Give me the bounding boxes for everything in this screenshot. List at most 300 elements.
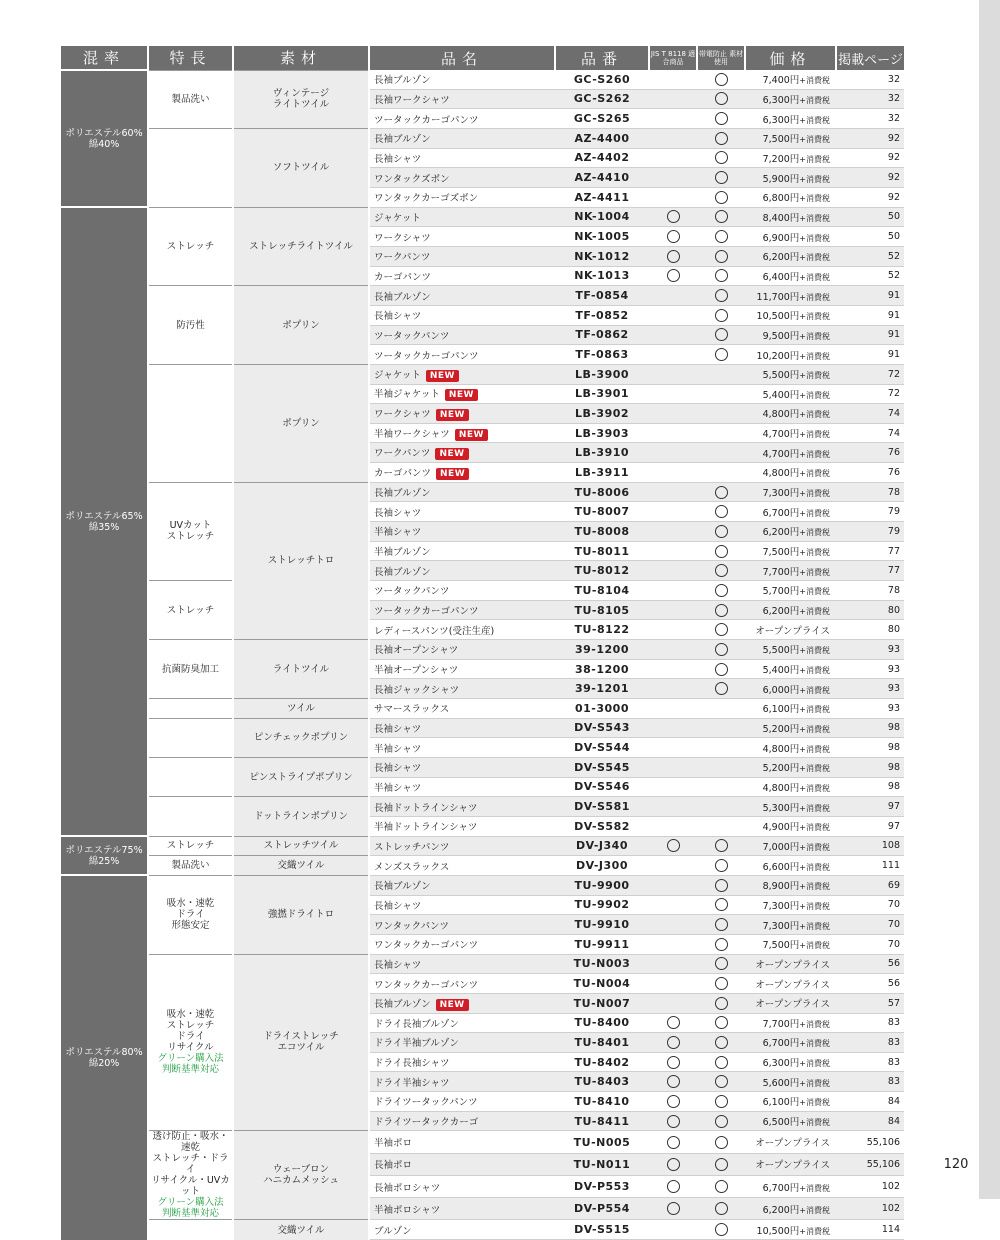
jis-cell [649,266,697,286]
product-name [369,522,555,542]
feature-text: UVカット ストレッチ [166,520,215,543]
product-code: TU-8401 [555,1033,649,1053]
table-row [61,286,904,306]
price-value: オープンプライス [755,999,830,1011]
catalog-page: 83 [836,1072,904,1092]
table-header [61,46,904,70]
catalog-page: 70 [836,915,904,935]
product-name-text: ドライ半袖ブルゾン [374,1038,459,1050]
circle-mark-icon [715,269,728,282]
product-name-text: ジャケット [374,369,421,381]
product-name-text: 長袖ドットラインシャツ [374,802,478,814]
tax-suffix: +消費税 [799,174,830,184]
jis-cell [649,738,697,758]
product-code: GC-S265 [555,109,649,129]
feature-cell [148,364,233,482]
product-code: 01-3000 [555,699,649,719]
table-row [61,207,904,227]
antistatic-cell [697,581,745,601]
product-name [369,915,555,935]
product-name [369,541,555,561]
product-code: DV-S543 [555,718,649,738]
catalog-page: 93 [836,659,904,679]
product-code: TF-0863 [555,345,649,365]
catalog-page: 52 [836,266,904,286]
jis-cell [649,1220,697,1240]
circle-mark-icon [715,1036,728,1049]
price-cell [745,797,836,817]
price-value: 6,700円 [762,1038,800,1050]
catalog-page: 74 [836,404,904,424]
product-name-text: ツータックパンツ [374,586,450,598]
product-name [369,227,555,247]
price-cell [745,993,836,1013]
product-name [369,70,555,89]
price-value: 6,300円 [762,114,800,126]
price-cell [745,718,836,738]
feature-text: 防汚性 [176,319,205,331]
circle-mark-icon [715,73,728,86]
circle-mark-icon [667,1136,680,1149]
tax-suffix: +消費税 [799,567,830,577]
product-code: LB-3911 [555,463,649,483]
catalog-page: 108 [836,836,904,856]
product-code: DV-J300 [555,856,649,876]
antistatic-cell [697,1198,745,1220]
catalog-page: 92 [836,148,904,168]
tax-suffix: +消費税 [799,371,830,381]
circle-mark-icon [715,957,728,970]
price-value: 7,500円 [762,547,800,559]
circle-mark-icon [715,486,728,499]
product-name [369,148,555,168]
product-name-text: ワンタックカーゴパンツ [374,940,479,952]
product-name [369,581,555,601]
price-cell [745,1198,836,1220]
tax-suffix: +消費税 [799,1183,830,1193]
price-value: 4,800円 [762,782,800,794]
product-name-text: 半袖ワークシャツ [374,428,450,440]
product-name-text: ドライツータックカーゴ [374,1117,479,1129]
table-row [61,581,904,601]
circle-mark-icon [667,1056,680,1069]
price-cell [745,423,836,443]
price-cell [745,581,836,601]
product-code: TU-8007 [555,502,649,522]
price-value: 8,400円 [762,212,800,224]
antistatic-cell [697,954,745,974]
price-value: 6,100円 [762,704,800,716]
antistatic-cell [697,404,745,424]
product-name [369,1175,555,1197]
catalog-page: 102 [836,1175,904,1197]
material-cell: ストレッチトロ [233,482,369,639]
product-name [369,954,555,974]
material-cell: 強撚ドライトロ [233,875,369,954]
antistatic-cell [697,128,745,148]
product-name-text: ワークパンツ [374,448,431,460]
new-badge: NEW [436,409,469,421]
antistatic-cell [697,266,745,286]
tax-suffix: +消費税 [799,607,830,617]
circle-mark-icon [715,132,728,145]
product-name-text: 半袖ポロシャツ [374,1204,441,1216]
tax-suffix: +消費税 [799,508,830,518]
circle-mark-icon [667,269,680,282]
product-code: 39-1200 [555,640,649,660]
price-value: 5,200円 [762,763,800,775]
antistatic-cell [697,757,745,777]
table-row [61,875,904,895]
feature-cell [148,836,233,856]
product-name-text: サマースラックス [374,704,450,716]
catalog-page: 114 [836,1220,904,1240]
product-code: TU-8122 [555,620,649,640]
circle-mark-icon [715,505,728,518]
circle-mark-icon [715,938,728,951]
catalog-page: 74 [836,423,904,443]
tax-suffix: +消費税 [799,842,830,852]
header-blend: 混率 [61,46,148,70]
catalog-page: 56 [836,954,904,974]
antistatic-cell [697,541,745,561]
product-name-text: 長袖ワークシャツ [374,94,450,106]
feature-text: ストレッチ [166,604,215,616]
circle-mark-icon [715,859,728,872]
price-cell [745,443,836,463]
product-name-text: 半袖ジャケット [374,389,440,401]
jis-cell [649,836,697,856]
price-cell [745,1013,836,1033]
product-name-text: 長袖シャツ [374,311,422,323]
antistatic-cell [697,620,745,640]
product-code: TF-0852 [555,305,649,325]
material-cell: ソフトツイル [233,128,369,207]
product-code: GC-S260 [555,70,649,89]
price-cell [745,109,836,129]
product-name [369,836,555,856]
price-cell [745,325,836,345]
product-name [369,640,555,660]
product-code: DV-S544 [555,738,649,758]
catalog-page: 98 [836,777,904,797]
price-cell [745,915,836,935]
product-name [369,993,555,1013]
antistatic-cell [697,89,745,109]
product-name-text: ツータックカーゴパンツ [374,350,479,362]
price-cell [745,816,836,836]
price-cell [745,738,836,758]
product-code: TU-8410 [555,1092,649,1112]
jis-cell [649,404,697,424]
circle-mark-icon [667,1202,680,1215]
material-cell: ポプリン [233,286,369,365]
product-name [369,404,555,424]
circle-mark-icon [715,1075,728,1088]
tax-suffix: +消費税 [799,1118,830,1128]
jis-cell [649,286,697,306]
catalog-page: 69 [836,875,904,895]
product-name-text: 長袖ブルゾン [374,881,431,893]
price-value: 7,700円 [762,566,800,578]
jis-cell [649,305,697,325]
table-row [61,836,904,856]
tax-suffix: +消費税 [799,489,830,499]
jis-cell [649,934,697,954]
green-purchase-note: グリーン購入法 判断基準対応 [157,1197,224,1220]
product-name [369,128,555,148]
antistatic-cell [697,797,745,817]
tax-suffix: +消費税 [799,390,830,400]
antistatic-cell [697,738,745,758]
product-code: TU-8012 [555,561,649,581]
circle-mark-icon [715,977,728,990]
product-code: LB-3902 [555,404,649,424]
catalog-page: 32 [836,109,904,129]
antistatic-cell [697,600,745,620]
price-value: 5,500円 [762,645,800,657]
product-name [369,895,555,915]
product-name-text: 長袖シャツ [374,153,422,165]
circle-mark-icon [715,1223,728,1236]
product-name [369,856,555,876]
price-value: 7,300円 [762,488,800,500]
feature-text: ストレッチ [166,840,215,852]
price-value: 8,900円 [762,881,800,893]
antistatic-cell [697,109,745,129]
product-name [369,266,555,286]
antistatic-cell [697,345,745,365]
price-value: オープンプライス [755,959,830,971]
product-name [369,974,555,994]
jis-cell [649,777,697,797]
jis-cell [649,443,697,463]
product-name [369,246,555,266]
price-value: 6,100円 [762,1097,800,1109]
table-row [61,1220,904,1240]
circle-mark-icon [715,1095,728,1108]
tax-suffix: +消費税 [799,351,830,361]
jis-cell [649,345,697,365]
feature-text: ストレッチ [166,240,215,252]
tax-suffix: +消費税 [799,135,830,145]
new-badge: NEW [436,999,469,1011]
circle-mark-icon [667,210,680,223]
product-code: TU-8006 [555,482,649,502]
tax-suffix: +消費税 [799,803,830,813]
tax-suffix: +消費税 [799,724,830,734]
header-name: 品名 [369,46,555,70]
product-name-text: ワークパンツ [374,252,431,264]
product-code: TU-8400 [555,1013,649,1033]
header-jis: JIS T 8118 適合商品 [649,46,697,70]
product-name [369,757,555,777]
product-name [369,384,555,404]
product-code: TU-8403 [555,1072,649,1092]
product-code: LB-3900 [555,364,649,384]
product-name-text: レディースパンツ(受注生産) [374,625,495,637]
price-value: 4,800円 [762,409,800,421]
product-code: AZ-4402 [555,148,649,168]
product-name-text: 長袖ブルゾン [374,488,431,500]
price-cell [745,286,836,306]
price-value: 5,600円 [762,1077,800,1089]
catalog-page: 98 [836,738,904,758]
price-cell [745,954,836,974]
price-value: 6,600円 [762,861,800,873]
price-value: 11,700円 [756,291,800,303]
price-value: 6,300円 [762,1058,800,1070]
jis-cell [649,1013,697,1033]
tax-suffix: +消費税 [799,548,830,558]
jis-cell [649,482,697,502]
price-value: 5,400円 [762,665,800,677]
price-value: 7,400円 [762,75,800,87]
price-cell [745,207,836,227]
product-code: TU-8008 [555,522,649,542]
price-cell [745,266,836,286]
price-cell [745,1033,836,1053]
product-name-text: ブルゾン [374,1225,412,1237]
product-name [369,89,555,109]
price-value: 5,900円 [762,173,800,185]
price-cell [745,187,836,207]
price-cell [745,1153,836,1175]
tax-suffix: +消費税 [799,449,830,459]
feature-cell [148,70,233,128]
product-code: TU-9910 [555,915,649,935]
tax-suffix: +消費税 [799,76,830,86]
product-name-text: カーゴパンツ [374,271,432,283]
circle-mark-icon [715,1180,728,1193]
product-name-text: ジャケット [374,212,421,224]
jis-cell [649,797,697,817]
material-cell: ヴィンテージ ライトツイル [233,70,369,128]
price-cell [745,246,836,266]
product-name-text: ワンタックズボン [374,173,450,185]
price-value: 6,200円 [762,606,800,618]
catalog-page: 93 [836,679,904,699]
price-cell [745,699,836,719]
catalog-page: 80 [836,620,904,640]
product-code: TU-N004 [555,974,649,994]
antistatic-cell [697,816,745,836]
catalog-page: 50 [836,207,904,227]
catalog-page: 72 [836,364,904,384]
jis-cell [649,423,697,443]
product-code: NK-1012 [555,246,649,266]
catalog-page: 70 [836,895,904,915]
price-cell [745,1175,836,1197]
product-name [369,699,555,719]
price-value: 6,500円 [762,1117,800,1129]
jis-cell [649,895,697,915]
material-cell: ドットラインポプリン [233,797,369,836]
jis-cell [649,227,697,247]
price-value: 6,000円 [762,684,800,696]
product-name-text: 長袖ブルゾン [374,998,431,1010]
catalog-page: 91 [836,305,904,325]
price-cell [745,600,836,620]
circle-mark-icon [715,250,728,263]
antistatic-cell [697,286,745,306]
antistatic-cell [697,659,745,679]
jis-cell [649,875,697,895]
catalog-page: 70 [836,934,904,954]
product-name [369,1153,555,1175]
antistatic-cell [697,1175,745,1197]
product-name [369,777,555,797]
price-value: 4,700円 [762,448,800,460]
antistatic-cell [697,699,745,719]
product-code: AZ-4400 [555,128,649,148]
tax-suffix: +消費税 [799,823,830,833]
jis-cell [649,364,697,384]
product-name-text: 長袖シャツ [374,507,422,519]
price-cell [745,1052,836,1072]
product-code: GC-S262 [555,89,649,109]
jis-cell [649,1052,697,1072]
price-cell [745,70,836,89]
antistatic-cell [697,993,745,1013]
antistatic-cell [697,246,745,266]
product-code: TU-N007 [555,993,649,1013]
circle-mark-icon [715,348,728,361]
product-code: TU-8411 [555,1111,649,1131]
antistatic-cell [697,836,745,856]
product-name [369,502,555,522]
tax-suffix: +消費税 [799,194,830,204]
catalog-page: 55,106 [836,1153,904,1175]
blend-cell: ポリエステル75% 綿25% [61,836,148,875]
tax-suffix: +消費税 [799,469,830,479]
product-name [369,1092,555,1112]
jis-cell [649,325,697,345]
product-name-text: 長袖ブルゾン [374,291,431,303]
price-value: 6,300円 [762,94,800,106]
catalog-page: 83 [836,1013,904,1033]
product-code: TU-8011 [555,541,649,561]
circle-mark-icon [715,663,728,676]
jis-cell [649,816,697,836]
product-name-text: 長袖シャツ [374,723,422,735]
jis-cell [649,463,697,483]
blend-cell: ポリエステル80% 綿20% [61,875,148,1239]
catalog-page: 102 [836,1198,904,1220]
product-code: AZ-4411 [555,187,649,207]
tax-suffix: +消費税 [799,1226,830,1236]
product-code: LB-3903 [555,423,649,443]
circle-mark-icon [715,604,728,617]
tax-suffix: +消費税 [799,783,830,793]
circle-mark-icon [667,839,680,852]
circle-mark-icon [667,1158,680,1171]
new-badge: NEW [445,389,478,401]
tax-suffix: +消費税 [799,312,830,322]
feature-text: 透け防止・吸水・速乾 ストレッチ・ドライ リサイクル・UVカット [151,1131,230,1198]
jis-cell [649,856,697,876]
catalog-page: 78 [836,581,904,601]
new-badge: NEW [436,468,469,480]
tax-suffix: +消費税 [799,331,830,341]
circle-mark-icon [715,92,728,105]
material-cell: 交織ツイル [233,856,369,876]
price-value: 7,200円 [762,153,800,165]
product-name-text: 半袖シャツ [374,782,422,794]
price-cell [745,1220,836,1240]
tax-suffix: +消費税 [799,410,830,420]
antistatic-cell [697,463,745,483]
